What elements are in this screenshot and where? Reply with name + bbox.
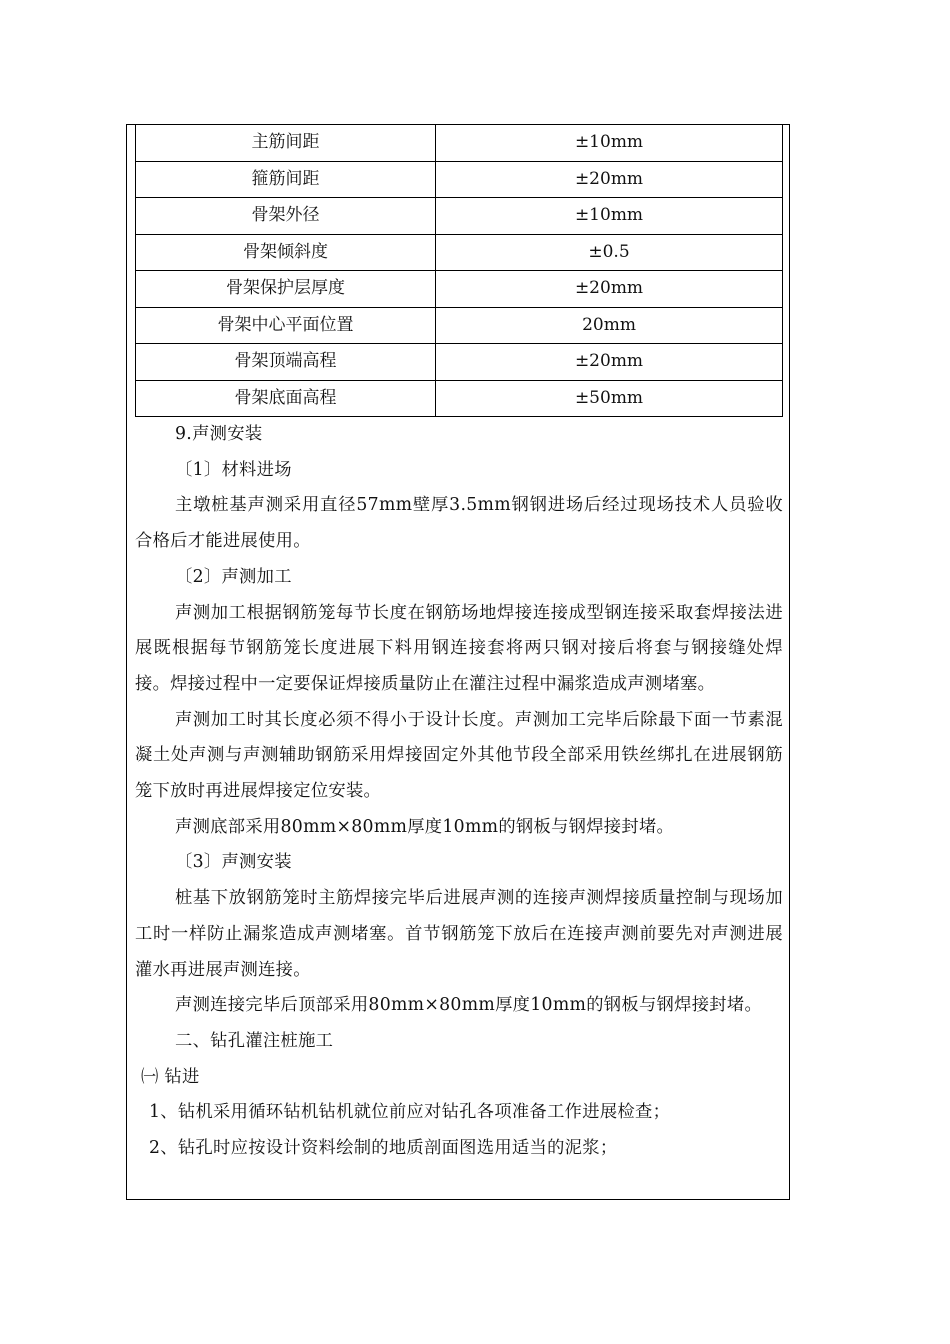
table-row — [136, 198, 783, 235]
subheading-processing: 〔2〕声测加工 — [175, 566, 292, 587]
table-row — [136, 234, 783, 271]
table-cell-item: 骨架中心平面位置 — [136, 307, 436, 344]
table-row — [136, 161, 783, 198]
table-cell-value: ±20mm — [436, 271, 783, 308]
table-cell-item: 骨架外径 — [136, 198, 436, 235]
table-row — [136, 380, 783, 417]
section-heading-9: 9.声测安装 — [175, 424, 263, 444]
section-heading-2: 二、钻孔灌注桩施工 — [175, 1030, 334, 1051]
table-row — [136, 344, 783, 381]
paragraph: 声测加工时其长度必须不得小于设计长度。声测加工完毕后除最下面一节素混凝土处声测与声测辅助钢筋采用焊接固定外其他节段全部采用铁丝绑扎在进展钢筋笼下放时再进展焊接定位安装。 — [135, 709, 783, 802]
table-cell-item: 骨架保护层厚度 — [136, 271, 436, 308]
table-cell-value: ±0.5 — [436, 234, 783, 271]
paragraph: 声测加工根据钢筋笼每节长度在钢筋场地焊接连接成型钢连接采取套焊接法进展既根据每节钢筋笼长度进展下料用钢连接套将两只钢对接后将套与钢接缝处焊接。焊接过程中一定要保证焊接质量防止在灌注过程中漏浆造成声测堵塞。 — [135, 602, 783, 694]
document-page — [126, 124, 790, 1200]
paragraph: 主墩桩基声测采用直径57mm壁厚3.5mm钢钢进场后经过现场技术人员验收合格后才能进展使用。 — [135, 495, 783, 552]
table-cell-item: 主筋间距 — [136, 125, 436, 161]
list-item: 2、钻孔时应按设计资料绘制的地质剖面图选用适当的泥浆； — [149, 1138, 618, 1159]
table-cell-item: 骨架顶端高程 — [136, 344, 436, 381]
subheading-installation: 〔3〕声测安装 — [175, 852, 292, 873]
table-cell-value: ±20mm — [436, 161, 783, 198]
paragraph: 声测连接完毕后顶部采用80mm×80mm厚度10mm的钢板与钢焊接封堵。 — [175, 995, 763, 1016]
table-cell-value: ±50mm — [436, 380, 783, 417]
table-row — [136, 125, 783, 161]
subheading-drilling: ㈠ 钻进 — [141, 1066, 200, 1087]
table-cell-item: 骨架倾斜度 — [136, 234, 436, 271]
table-cell-item: 箍筋间距 — [136, 161, 436, 198]
table-cell-value: 20mm — [436, 307, 783, 344]
table-cell-value: ±10mm — [436, 198, 783, 235]
table-row — [136, 271, 783, 308]
document-body — [135, 417, 783, 1167]
subheading-materials: 〔1〕材料进场 — [175, 459, 292, 480]
tolerance-table — [135, 125, 783, 417]
table-row — [136, 307, 783, 344]
table-cell-value: ±10mm — [436, 125, 783, 161]
table-cell-item: 骨架底面高程 — [136, 380, 436, 417]
paragraph: 声测底部采用80mm×80mm厚度10mm的钢板与钢焊接封堵。 — [175, 816, 675, 837]
table-cell-value: ±20mm — [436, 344, 783, 381]
paragraph: 桩基下放钢筋笼时主筋焊接完毕后进展声测的连接声测焊接质量控制与现场加工时一样防止漏浆造成声测堵塞。首节钢筋笼下放后在连接声测前要先对声测进展灌水再进展声测连接。 — [135, 888, 783, 980]
list-item: 1、钻机采用循环钻机钻机就位前应对钻孔各项准备工作进展检查； — [149, 1102, 671, 1123]
